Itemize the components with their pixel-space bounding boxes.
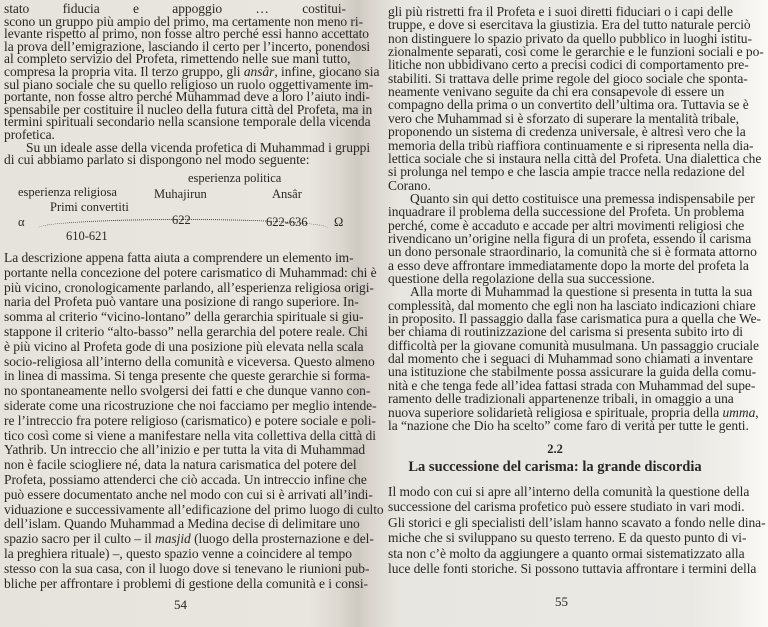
diagram-date-610-621: 610-621	[66, 229, 108, 243]
text-line: Profeta, possiamo attenderci che ciò accada. Un intreccio infine che	[4, 472, 367, 487]
text-line: siderate come una ricostruzione che noi facciamo per meglio intende-	[4, 398, 377, 413]
diagram-group-ansar: Ansâr	[272, 187, 302, 201]
page-number-left: 54	[174, 597, 187, 612]
text-line: più vicino, cronologicamente parlando, all’esperienza religiosa origi-	[4, 279, 374, 295]
diagram-date-622-636: 622-636	[266, 215, 308, 229]
text-line: rivendicano un’origine nella figura di un profeta, essendo il carisma	[388, 230, 752, 246]
text-line: inquadrare il problema della successione del Profeta. Un problema	[388, 204, 745, 220]
text-line: Corano.	[388, 177, 431, 193]
text-line: tico così come si viene a manifestare nella vita collettiva della città di	[4, 427, 376, 443]
text-line: successione del carisma profetico può essere studiato in vari modi.	[388, 499, 745, 515]
section-title: La successione del carisma: la grande discordia	[408, 459, 702, 475]
text-line: vero che Muhammad si è sforzato di superare la mentalità tribale,	[388, 110, 739, 126]
text-line: stappone il criterio “alto-basso” nella gerarchia del potere reale. Chi	[4, 324, 368, 339]
text-line: termini spirituali secondario nella scansione temporale della vicenda	[4, 114, 371, 130]
text-line: perché, come è accaduto e accade per altri movimenti religiosi che	[388, 217, 745, 233]
text-line: nità e che tenga fede all’idea fattasi strada con Muhammad del supe-	[388, 377, 756, 393]
text-line: un dono personale straordinario, la comunità che si è formata attorno	[388, 244, 757, 260]
diagram-label-religious: esperienza religiosa	[18, 185, 117, 199]
text-line: dal momento che i seguaci di Muhammad sono chiamati a inventare	[388, 351, 753, 367]
text-line: ber chiama di routinizzazione del carisma si presenta subito irto di	[388, 324, 743, 340]
text-line: stesso con la sua casa, con il luogo dove si tenevano le riunioni pub-	[4, 560, 370, 576]
text-line: complessità, dal momento che egli non ha lasciato indicazioni chiare	[388, 297, 756, 313]
italic-term: masjid	[155, 531, 191, 547]
text-line: può essere documentato anche nel modo con cui si è arrivati all’indi-	[4, 486, 373, 502]
text-line: difficoltà per la giovane comunità musulmana. Un passaggio cruciale	[388, 337, 759, 353]
text-line: re l’intreccio fra potere religioso (carismatico) e potere sociale e poli-	[4, 412, 376, 428]
text-line: compagno della prima o un convertito dell’ultima ora. Tuttavia se è	[388, 97, 749, 113]
text-line: sta non c’è molto da aggiungere a quanto ormai sistematizzato alla	[388, 545, 745, 561]
text-line: spensabile per costituire il nucleo della futura città del Profeta, ma in	[4, 101, 373, 117]
text-line: ramento delle tradizionali appartenenze tribali, in omaggio a una	[388, 391, 734, 407]
diagram-alpha: α	[18, 215, 25, 229]
text-line: in linea di massima. Si tenga presente che queste gerarchie si forma-	[4, 368, 371, 384]
text-line: non è facile sciogliere né, data la natura carismatica del potere del	[4, 457, 357, 473]
text-line: Su un ideale asse della vicenda profetica di Muhammad i gruppi	[26, 139, 371, 155]
text-line: non distinguere lo spazio privato da quello pubblico in luoghi istitu-	[388, 30, 752, 46]
text-line: la “nazione che Dio ha scelto” come faro di verità per tutte le genti.	[388, 417, 749, 433]
text-line: truppe, e dove si esercitava la giustizia. Era del tutto naturale perciò	[388, 17, 751, 33]
text-line: somma al criterio “vicino-lontano” della gerarchia spirituale si giu-	[4, 309, 364, 325]
text-line: di cui abbiamo parlato si dispongono nel modo seguente:	[4, 152, 310, 168]
text-line: al completo servizio del Profeta, rimettendo nelle sue mani tutto,	[4, 51, 351, 67]
text-line: Il modo con cui si apre all’interno della comunità la questione della	[388, 484, 750, 499]
text-line: proponendo un sistema di credenza universale, è altresì vero che la	[388, 124, 746, 140]
text-line: neamente venivano seguite da chi era consapevole di essere un	[388, 84, 725, 100]
text-line: spazio sacro per il culto – il masjid (luogo della prosternazione e del-	[4, 531, 374, 547]
diagram-label-political: esperienza politica	[188, 171, 282, 185]
text-line: lettica sociale che si instaura nella città del Profeta. Una dialettica che	[388, 150, 762, 166]
text-line: litiche non ubbidivano certo a precisi codici di comportamento pre-	[388, 57, 749, 73]
text-line: Alla morte di Muhammad la questione si presenta in tutta la sua	[410, 284, 753, 300]
text-line: Yathrib. Un intreccio che all’inizio e per tutta la vita di Muhammad	[4, 442, 366, 458]
text-line: la preghiera rituale) –, questo spazio venne a coincidere al tempo	[4, 546, 352, 561]
text-line: sul piano sociale che su quello religioso un ruolo oggettivamente im-	[4, 76, 374, 92]
text-line: miche che si sviluppano su questo terreno. E da questo punto di vi-	[388, 530, 747, 546]
text-line: compresa la propria vita. Il terzo gruppo, gli ansâr, infine, giocano sia	[4, 64, 380, 79]
diagram-group-primi-convertiti: Primi convertiti	[50, 200, 129, 214]
text-line: la prova dell’emigrazione, lasciando il certo per l’incerto, ponendosi	[4, 38, 371, 54]
diagram-omega: Ω	[334, 215, 344, 229]
text-line: stato fiducia e appoggio … costitui-	[4, 1, 346, 16]
text-line: scono un gruppo più ampio del primo, ma certamente non meno ri-	[4, 13, 364, 29]
italic-term: umma	[722, 404, 756, 420]
section-number: 2.2	[547, 442, 563, 456]
text-line: a esso deve affrontare immediatamente dopo la morte del profeta la	[388, 257, 749, 273]
text-line: nuova superiore solidarietà religiosa e spirituale, propria della umma,	[388, 404, 759, 420]
text-line: si prolunga nel tempo e che lascia ampie tracce nella redazione del	[388, 164, 745, 180]
page-number-right: 55	[555, 594, 568, 609]
text-line: zionalmente separati, così come le gerarchie e le funzioni sociali e po-	[388, 44, 764, 60]
text-line: La descrizione appena fatta aiuta a comprendere un elemento im-	[4, 250, 354, 265]
text-line: bliche per affrontare i problemi di gestione della comunità e i consi-	[4, 575, 369, 591]
text-line: una istituzione che stabilmente possa assicurare la guida della comu-	[388, 364, 757, 380]
italic-term: ansâr	[243, 64, 275, 79]
text-line: è più vicino al Profeta gode di una posizione più elevata nella scala	[4, 338, 364, 354]
text-line: stabiliti. Si trattava delle prime regole del gioco sociale che sponta-	[388, 70, 748, 86]
text-line: portante, non fosse altro perché Muhammad deve a loro l’aiuto indi-	[4, 89, 370, 105]
text-line: in proposito. Il passaggio dalla fase carismatica pura a quella che We-	[388, 311, 761, 327]
text-line: profetica.	[4, 127, 55, 142]
diagram-group-muhajirun: Muhajirun	[154, 187, 207, 201]
text-line: no spontaneamente nello svolgersi dei fatti e che dunque vanno con-	[4, 383, 371, 399]
text-line: socio-religiosa all’interno della comunità e viceversa. Questo almeno	[4, 353, 375, 369]
text-line: Quanto sin qui detto costituisce una premessa indispensabile per	[410, 190, 755, 206]
text-line: portante nella concezione del potere carismatico di Muhammad: chi è	[4, 264, 377, 280]
text-line: luce delle fonti storiche. Si possono tuttavia affrontare i termini della	[388, 561, 757, 576]
text-line: naria del Profeta può vantare una posizione di rango superiore. In-	[4, 294, 359, 310]
text-line: dell’islam. Quando Muhammad a Medina decise di delimitare uno	[4, 516, 360, 532]
text-line: memoria della tribù riaffiora continuamente e si ripresenta nella dia-	[388, 137, 754, 153]
text-line: gli più ristretti fra il Profeta e i suoi diretti fiduciari o i capi delle	[388, 4, 733, 19]
text-line: Gli storici e gli specialisti dell’islam hanno scavato a fondo nelle dina-	[388, 514, 766, 530]
diagram-date-622: 622	[172, 213, 191, 227]
text-line: viduazione e successivamente all’edificazione del primo luogo di culto	[4, 501, 384, 517]
text-line: questione della regolazione della sua successione.	[388, 271, 655, 286]
text-line: levante rispetto al primo, non fosse altro perché essi hanno accettato	[4, 26, 369, 42]
